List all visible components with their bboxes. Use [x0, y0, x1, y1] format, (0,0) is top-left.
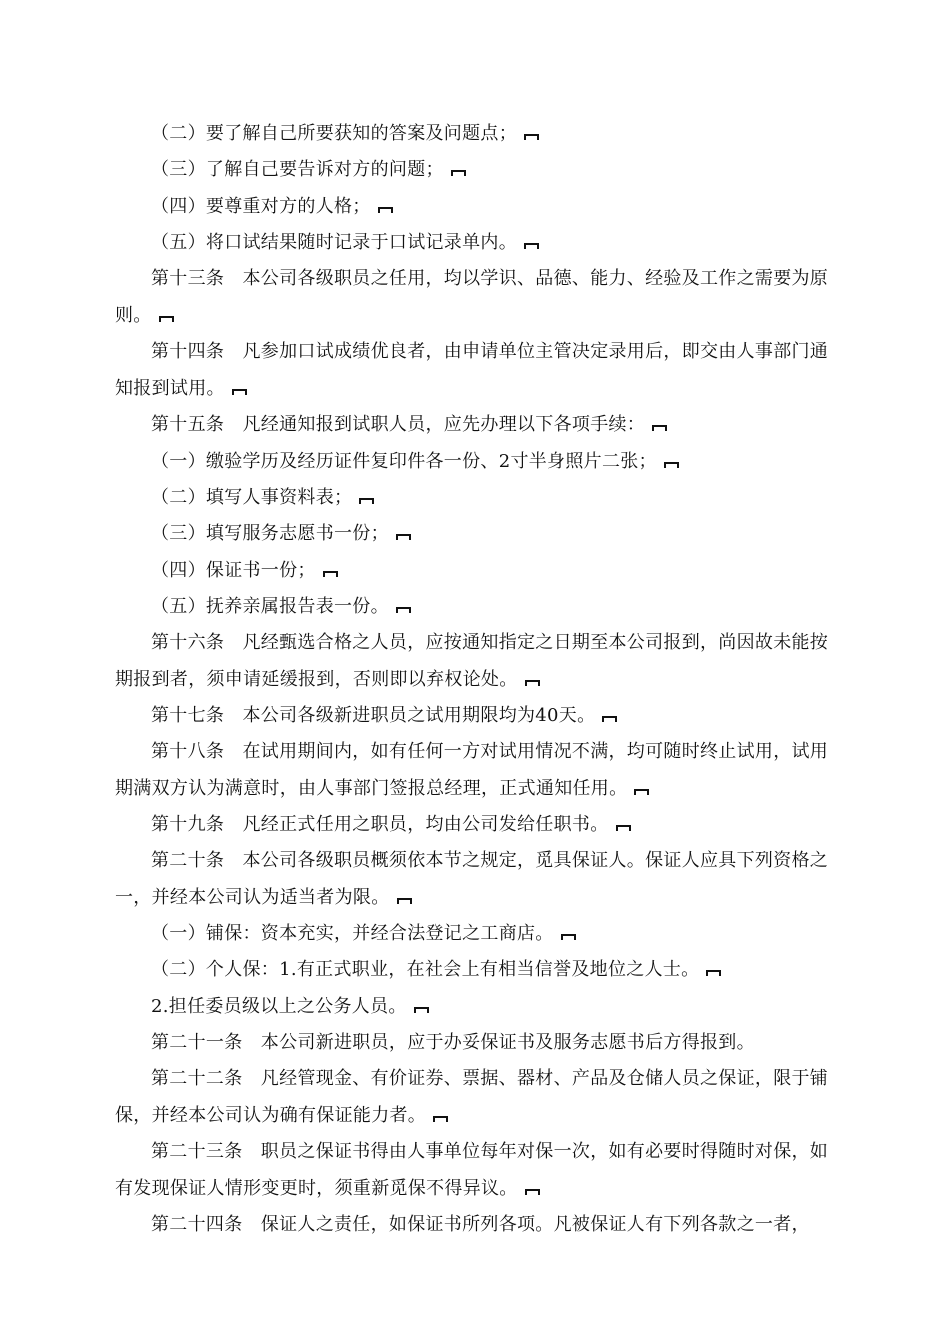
paragraph-text: 第十七条 本公司各级新进职员之试用期限均为40天。	[151, 705, 596, 726]
paragraph-text: （四）要尊重对方的人格；	[151, 196, 371, 217]
paragraph	[115, 989, 835, 1026]
paragraph-text: 第二十条 本公司各级职员概须依本节之规定，觅具保证人。保证人应具下列资格之一，并经本公司认为适当者为限。	[115, 850, 829, 908]
paragraph	[115, 952, 835, 989]
paragraph-mark-icon	[396, 534, 411, 540]
paragraph-mark-icon	[524, 134, 539, 140]
paragraph-text: 第十六条 凡经甄选合格之人员，应按通知指定之日期至本公司报到，尚因故未能按期报到者，须申请延缓报到，否则即以弃权论处。	[115, 632, 829, 690]
paragraph	[115, 189, 835, 226]
paragraph	[115, 334, 835, 407]
paragraph-mark-icon	[159, 316, 174, 322]
paragraph-mark-icon	[561, 934, 576, 940]
paragraph-mark-icon	[634, 789, 649, 795]
paragraph-mark-icon	[616, 825, 631, 831]
paragraph	[115, 553, 835, 590]
paragraph	[115, 807, 835, 844]
paragraph	[115, 261, 835, 334]
paragraph-text: （二）要了解自己所要获知的答案及问题点；	[151, 123, 517, 144]
paragraph	[115, 625, 835, 698]
paragraph-mark-icon	[451, 170, 466, 176]
paragraph-mark-icon	[652, 425, 667, 431]
paragraph	[115, 1134, 835, 1207]
paragraph-mark-icon	[525, 1189, 540, 1195]
paragraph	[115, 480, 835, 517]
paragraph-mark-icon	[232, 389, 247, 395]
paragraph-mark-icon	[664, 462, 679, 468]
paragraph	[115, 589, 835, 626]
paragraph	[115, 407, 835, 444]
paragraph-mark-icon	[397, 898, 412, 904]
paragraph-mark-icon	[323, 571, 338, 577]
paragraph	[115, 1061, 835, 1134]
paragraph-text: 第二十一条 本公司新进职员，应于办妥保证书及服务志愿书后方得报到。	[151, 1032, 755, 1053]
paragraph-text: 第十八条 在试用期间内，如有任何一方对试用情况不满，均可随时终止试用，试用期满双方认为满意时，由人事部门签报总经理，正式通知任用。	[115, 741, 829, 799]
paragraph-text: 第二十二条 凡经管现金、有价证券、票据、器材、产品及仓储人员之保证，限于铺保，并经本公司认为确有保证能力者。	[115, 1068, 829, 1126]
paragraph-mark-icon	[706, 970, 721, 976]
paragraph-text: （三）填写服务志愿书一份；	[151, 523, 389, 544]
paragraph-text: （五）抚养亲属报告表一份。	[151, 596, 389, 617]
paragraph	[115, 916, 835, 953]
paragraph	[115, 1207, 835, 1244]
paragraph-mark-icon	[378, 207, 393, 213]
paragraph-text: （二）个人保：1.有正式职业，在社会上有相当信誉及地位之人士。	[151, 959, 700, 980]
paragraph-text: 2.担任委员级以上之公务人员。	[151, 996, 407, 1017]
paragraph-mark-icon	[396, 607, 411, 613]
paragraph-text: （三）了解自己要告诉对方的问题；	[151, 159, 444, 180]
paragraph	[115, 116, 835, 153]
paragraph	[115, 698, 835, 735]
paragraph	[115, 516, 835, 553]
paragraph	[115, 225, 835, 262]
paragraph	[115, 734, 835, 807]
paragraph-text: 第十五条 凡经通知报到试职人员，应先办理以下各项手续：	[151, 414, 646, 435]
paragraph-mark-icon	[433, 1116, 448, 1122]
paragraph-text: 第十九条 凡经正式任用之职员，均由公司发给任职书。	[151, 814, 609, 835]
paragraph-mark-icon	[359, 498, 374, 504]
paragraph	[115, 444, 835, 481]
paragraph-text: （五）将口试结果随时记录于口试记录单内。	[151, 232, 517, 253]
paragraph-text: （四）保证书一份；	[151, 560, 316, 581]
paragraph-mark-icon	[602, 716, 617, 722]
paragraph	[115, 1025, 835, 1062]
paragraph-text: 第二十四条 保证人之责任，如保证书所列各项。凡被保证人有下列各款之一者，	[151, 1214, 810, 1235]
paragraph-text: 第二十三条 职员之保证书得由人事单位每年对保一次，如有必要时得随时对保，如有发现保证人情形变更时，须重新觅保不得异议。	[115, 1141, 829, 1199]
paragraph-text: （一）铺保：资本充实，并经合法登记之工商店。	[151, 923, 554, 944]
paragraph	[115, 152, 835, 189]
paragraph-text: （二）填写人事资料表；	[151, 487, 353, 508]
paragraph-text: 第十四条 凡参加口试成绩优良者，由申请单位主管决定录用后，即交由人事部门通知报到试用。	[115, 341, 829, 399]
paragraph	[115, 843, 835, 916]
paragraph-mark-icon	[414, 1007, 429, 1013]
paragraph-mark-icon	[524, 243, 539, 249]
paragraph-text: （一）缴验学历及经历证件复印件各一份、2寸半身照片二张；	[151, 451, 657, 472]
paragraph-text: 第十三条 本公司各级职员之任用，均以学识、品德、能力、经验及工作之需要为原则。	[115, 268, 829, 326]
paragraph-mark-icon	[525, 680, 540, 686]
